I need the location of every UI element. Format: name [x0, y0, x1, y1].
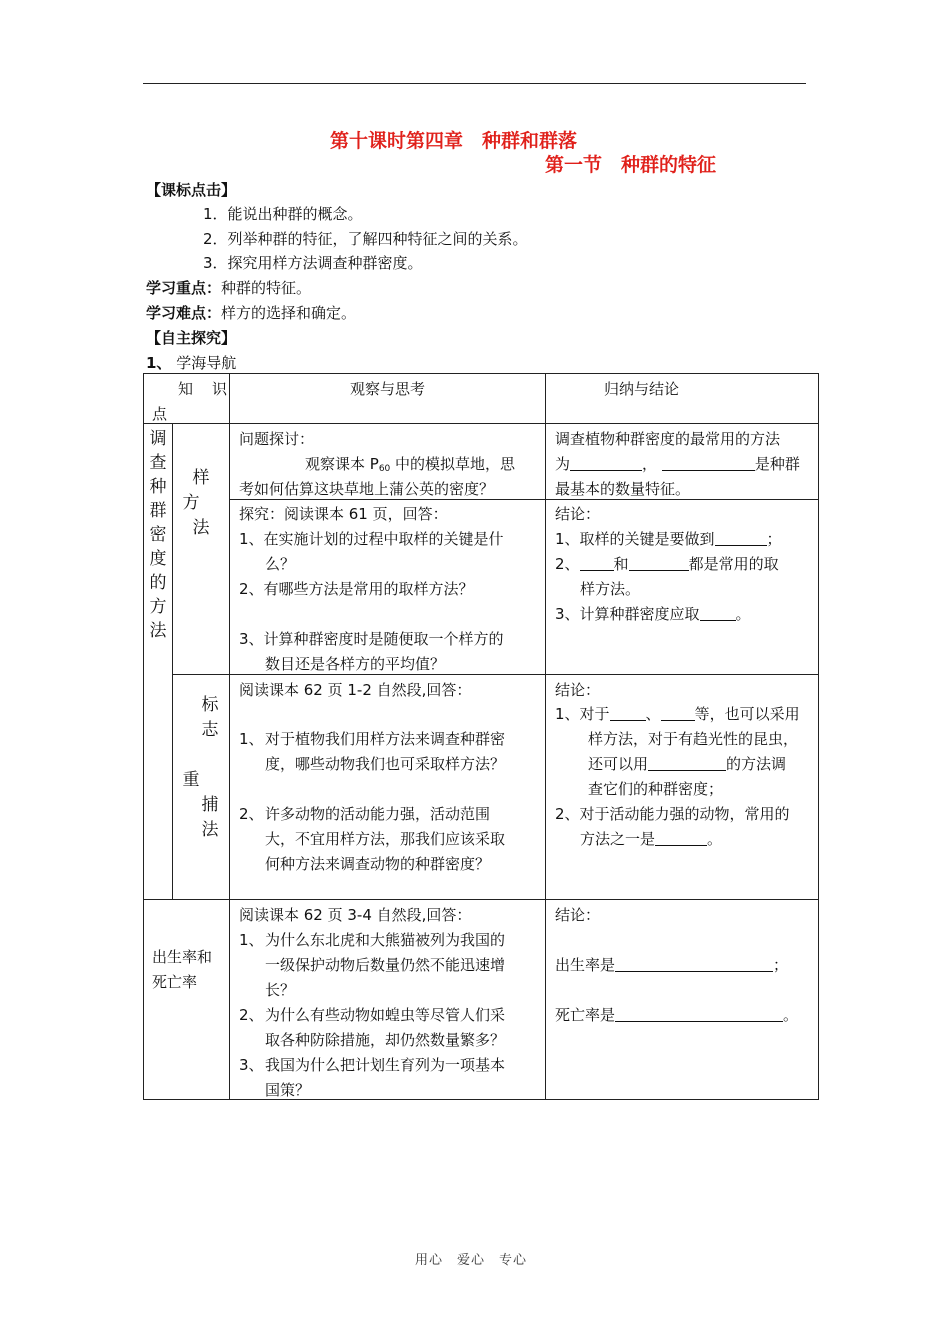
header-conclusion: 归纳与结论	[604, 380, 680, 398]
problem-discussion-body: 考如何估算这块草地上蒲公英的密度？	[239, 480, 495, 498]
learning-focus: 学习重点：种群的特征。	[146, 279, 312, 297]
inquiry-item: 3、计算种群密度时是随便取一个样方的	[239, 630, 504, 648]
question-number: 1、	[239, 931, 264, 949]
question-text: 我国为什么把计划生育列为一项基本	[265, 1056, 506, 1074]
conclusion-line: 2、对于活动能力强的动物，常用的	[555, 805, 790, 823]
answer-blank[interactable]	[661, 706, 695, 721]
answer-blank[interactable]	[715, 531, 767, 546]
conclusion-title: 结论：	[555, 681, 601, 699]
conclusion-line: 最基本的数量特征。	[555, 480, 691, 498]
standard-item: 2．列举种群的特征，了解四种特征之间的关系。	[203, 230, 528, 248]
header-observe: 观察与思考	[350, 380, 426, 398]
death-rate-label: 死亡率	[152, 973, 198, 991]
question-text: 为什么东北虎和大熊猫被列为我国的	[265, 931, 506, 949]
question-text: 对于植物我们用样方法来调查种群密	[265, 730, 506, 748]
answer-blank[interactable]	[580, 556, 614, 571]
question-number: 1、	[239, 730, 264, 748]
reading-title: 阅读课本 62 页 3-4 自然段,回答：	[239, 906, 472, 924]
inquiry-item: 么？	[265, 555, 296, 573]
inquiry-item: 1、在实施计划的过程中取样的关键是什	[239, 530, 504, 548]
standards-header: 【课标点击】	[146, 181, 237, 199]
death-rate-conclusion: 死亡率是 。	[555, 1006, 799, 1024]
answer-blank[interactable]	[610, 706, 646, 721]
explore-header: 【自主探究】	[146, 329, 237, 347]
answer-blank[interactable]	[570, 456, 642, 471]
reading-title: 阅读课本 62 页 1-2 自然段,回答：	[239, 681, 472, 699]
question-text: 一级保护动物后数量仍然不能迅速增	[265, 956, 506, 974]
answer-blank[interactable]	[655, 831, 707, 846]
birth-rate-conclusion: 出生率是 ；	[555, 956, 789, 974]
answer-blank[interactable]	[700, 606, 736, 621]
question-text: 取各种防除措施，却仍然数量繁多？	[265, 1031, 506, 1049]
page-footer: 用心 爱心 专心	[415, 1253, 528, 1268]
conclusion-title: 结论：	[555, 505, 601, 523]
page-title: 第十课时第四章 种群和群落	[330, 130, 578, 152]
answer-blank[interactable]	[648, 756, 726, 771]
conclusion-line: 样方法，对于有趋光性的昆虫，	[588, 730, 799, 748]
question-text: 长？	[265, 981, 296, 999]
problem-discussion-body: 观察课本 $P_{60}$ 中的模拟草地，思	[305, 455, 516, 474]
conclusion-line: 为 ， 是种群	[555, 455, 800, 473]
conclusion-line: 1、对于 、 等，也可以采用	[555, 705, 800, 723]
question-number: 3、	[239, 1056, 264, 1074]
conclusion-line: 调查植物种群密度的最常用的方法	[555, 430, 781, 448]
conclusion-line: 方法之一是 。	[580, 830, 723, 848]
answer-blank[interactable]	[662, 456, 755, 471]
birth-rate-label: 出生率和	[152, 948, 213, 966]
header-knowledge: 知 识	[178, 380, 230, 398]
conclusion-line: 样方法。	[580, 580, 641, 598]
answer-blank[interactable]	[615, 1007, 783, 1022]
question-text: 许多动物的活动能力强，活动范围	[265, 805, 491, 823]
question-text: 国策？	[265, 1081, 311, 1099]
standard-item: 1．能说出种群的概念。	[203, 205, 363, 223]
question-text: 度，哪些动物我们也可采取样方法？	[265, 755, 506, 773]
inquiry-title: 探究：阅读课本 61 页，回答：	[239, 505, 448, 523]
answer-blank[interactable]	[615, 957, 773, 972]
learning-difficulty: 学习难点：样方的选择和确定。	[146, 304, 357, 322]
conclusion-line: 查它们的种群密度；	[588, 780, 724, 798]
conclusion-line: 1、取样的关键是要做到 ；	[555, 530, 782, 548]
question-text: 为什么有些动物如蝗虫等尽管人们采	[265, 1006, 506, 1024]
question-text: 大，不宜用样方法，那我们应该采取	[265, 830, 506, 848]
header-rule	[143, 83, 806, 84]
answer-blank[interactable]	[629, 556, 689, 571]
question-text: 何种方法来调查动物的种群密度？	[265, 855, 491, 873]
conclusion-line: 3、计算种群密度应取 。	[555, 605, 751, 623]
conclusion-line: 还可以用 的方法调	[588, 755, 787, 773]
question-number: 2、	[239, 1006, 264, 1024]
header-knowledge-point: 点	[152, 405, 168, 423]
inquiry-item: 数目还是各样方的平均值？	[265, 655, 446, 673]
page-subtitle: 第一节 种群的特征	[545, 154, 717, 176]
standard-item: 3．探究用样方法调查种群密度。	[203, 254, 423, 272]
conclusion-title: 结论：	[555, 906, 601, 924]
inquiry-item: 2、有哪些方法是常用的取样方法？	[239, 580, 474, 598]
nav-heading: 1、 学海导航	[146, 354, 237, 372]
problem-discussion-title: 问题探讨：	[239, 430, 315, 448]
conclusion-line: 2、 和 都是常用的取	[555, 555, 779, 573]
question-number: 2、	[239, 805, 264, 823]
